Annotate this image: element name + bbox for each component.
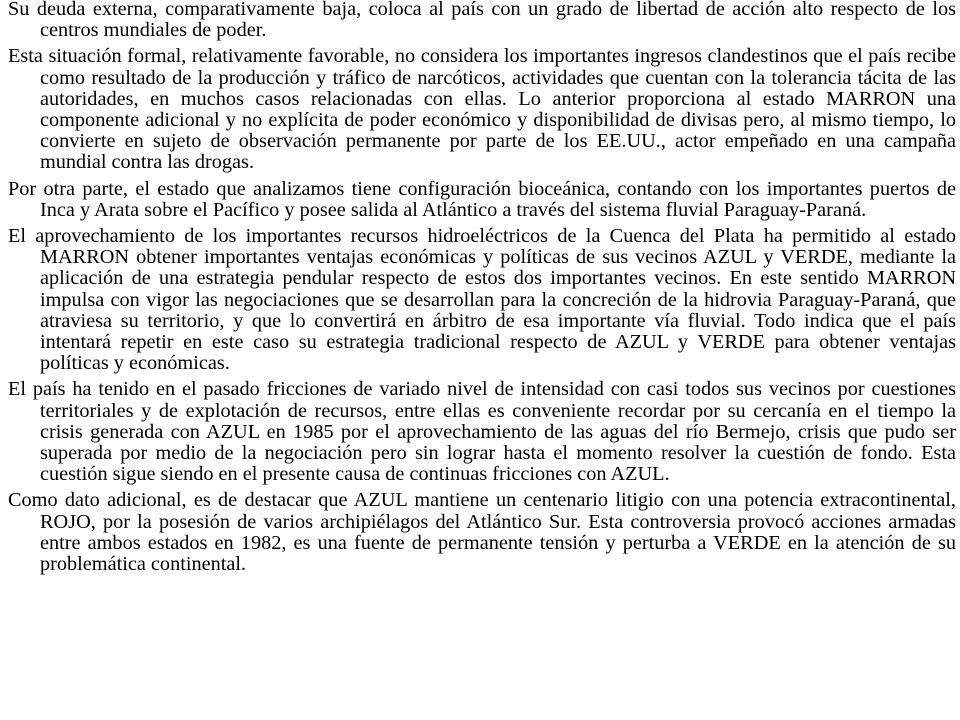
paragraph-narcotics-income: Esta situación formal, relativamente favorable, no considera los importantes ingresos clandestinos que el país recibe como resultado de la producción y tráfico de narcóticos, actividades que cuentan con la tolerancia tácita de las autoridades, en muchos casos relacionadas con ellas. Lo anterior proporciona al estado MARRON una componente adicional y no explícita de poder económico y disponibilidad de divisas pero, al mismo tiempo, lo convierte en sujeto de observación permanente por parte de los EE.UU., actor empeñado en una campaña mundial contra las drogas.	[8, 45, 956, 174]
paragraph-border-frictions: El país ha tenido en el pasado fricciones de variado nivel de intensidad con casi todos sus vecinos por cuestiones territoriales y de explotación de recursos, entre ellas es conveniente recordar por su cercanía en el tiempo la crisis generada con AZUL en 1985 por el aprovechamiento de las aguas del río Bermejo, crisis que pudo ser superada por medio de la negociación pero sin lograr hasta el momento resolver la cuestión de fondo. Esta cuestión sigue siendo en el presente causa de continuas fricciones con AZUL.	[8, 378, 956, 486]
paragraph-hydroelectric-resources: El aprovechamiento de los importantes recursos hidroeléctricos de la Cuenca del Plata ha permitido al estado MARRON obtener importantes ventajas económicas y políticas de sus vecinos AZUL y VERDE, mediante la aplicación de una estrategia pendular respecto de estos dos importantes vecinos. En este sentido MARRON impulsa con vigor las negociaciones que se desarrollan para la concreción de la hidrovia Paraguay-Paraná, que atraviesa su territorio, y que lo convertirá en árbitro de esa importante vía fluvial. Todo indica que el país intentará repetir en este caso su estrategia tradicional respecto de AZUL y VERDE para obtener ventajas políticas y económicas.	[8, 225, 956, 375]
paragraph-south-atlantic-dispute: Como dato adicional, es de destacar que AZUL mantiene un centenario litigio con una potencia extracontinental, ROJO, por la posesión de varios archipiélagos del Atlántico Sur. Esta controversia provocó acciones armadas entre ambos estados en 1982, es una fuente de permanente tensión y perturba a VERDE en la atención de su problemática continental.	[8, 489, 956, 576]
paragraph-bioceanic-configuration: Por otra parte, el estado que analizamos tiene configuración bioceánica, contando con los importantes puertos de Inca y Arata sobre el Pacífico y posee salida al Atlántico a través del sistema fluvial Paraguay-Paraná.	[8, 177, 956, 221]
paragraph-external-debt: Su deuda externa, comparativamente baja, coloca al país con un grado de libertad de acción alto respecto de los centros mundiales de poder.	[8, 0, 956, 42]
